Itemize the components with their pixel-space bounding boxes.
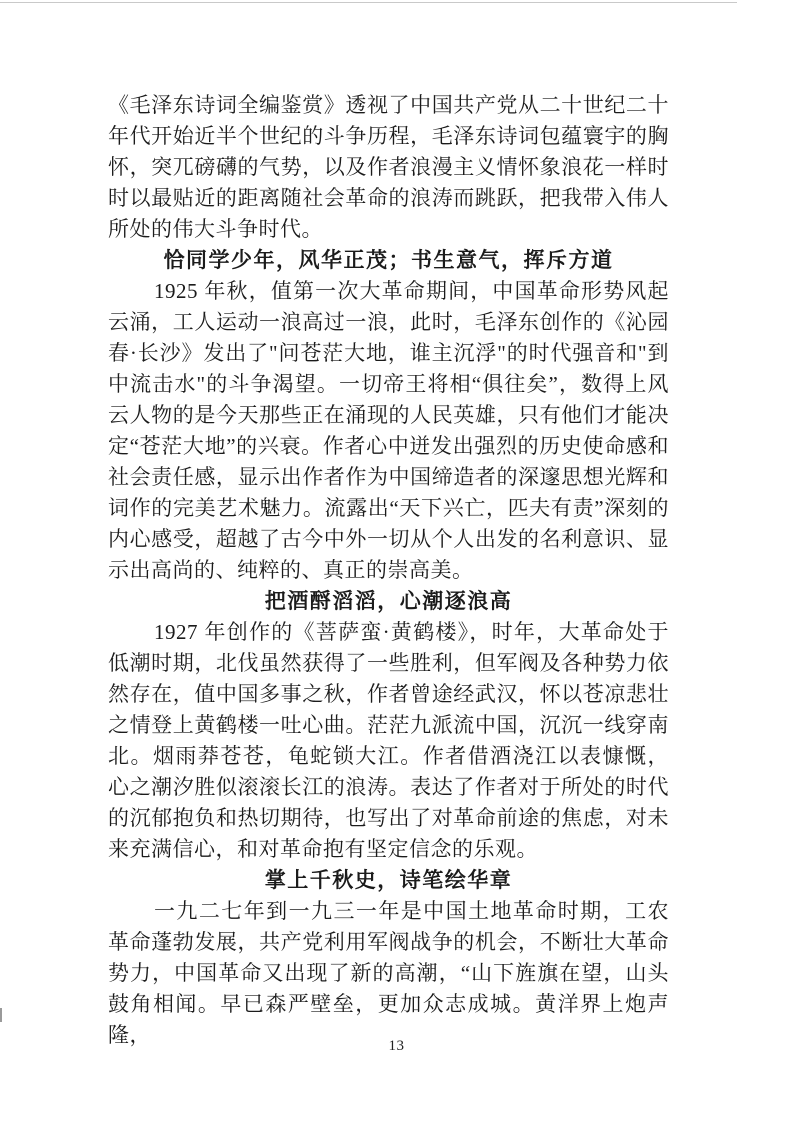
body-paragraph-1925: 1925 年秋，值第一次大革命期间，中国革命形势风起云涌，工人运动一浪高过一浪，此时，毛泽东创作的《沁园春·长沙》发出了"问苍茫大地，谁主沉浮"的时代强音和"到中流击水"的斗争渴望。一切帝王将相“俱往矣”，数得上风云人物的是今天那些正在涌现的人民英雄，只有他们才能决定“苍茫大地”的兴衰。作者心中迸发出强烈的历史使命感和社会责任感，显示出作者作为中国缔造者的深邃思想光辉和词作的完美艺术魅力。流露出“天下兴亡，匹夫有责”深刻的内心感受，超越了古今中外一切从个人出发的名利意识、显示出高尚的、纯粹的、真正的崇高美。 xyxy=(108,279,669,582)
document-body xyxy=(108,90,669,1051)
scan-artifact-top-line xyxy=(0,2,737,3)
page-number: 13 xyxy=(388,1038,405,1054)
scan-artifact-left-tick xyxy=(0,1008,2,1022)
body-paragraph-1927: 1927 年创作的《菩萨蛮·黄鹤楼》，时年，大革命处于低潮时期，北伐虽然获得了一些胜利，但军阀及各种势力依然存在，值中国多事之秋，作者曾途经武汉，怀以苍凉悲壮之情登上黄鹤楼一吐心曲。茫茫九派流中国，沉沉一线穿南北。烟雨莽苍苍，龟蛇锁大江。作者借酒浇江以表慷慨， 心之潮汐胜似滚滚长江的浪涛。表达了作者对于所处的时代的沉郁抱负和热切期待，也写出了对革命前途的焦虑，对未来充满信心，和对革命抱有坚定信念的乐观。 xyxy=(108,620,669,861)
section-heading-2: 把酒酹滔滔，心潮逐浪高 xyxy=(264,589,513,613)
section-heading-1: 恰同学少年，风华正茂；书生意气，挥斥方道 xyxy=(163,248,614,272)
body-paragraph-land-revolution: 一九二七年到一九三一年是中国土地革命时期，工农革命蓬勃发展，共产党利用军阀战争的机会，不断壮大革命势力，中国革命又出现了新的高潮，“山下旌旗在望，山头鼓角相闻。早已森严壁垒，更加众志成城。黄洋界上炮声隆， xyxy=(108,899,669,1047)
section-heading-3: 掌上千秋史，诗笔绘华章 xyxy=(264,868,513,892)
body-paragraph-intro: 《毛泽东诗词全编鉴赏》透视了中国共产党从二十世纪二十年代开始近半个世纪的斗争历程，毛泽东诗词包蕴寰宇的胸怀，突兀磅礴的气势，以及作者浪漫主义情怀象浪花一样时时以最贴近的距离随社会革命的浪涛而跳跃，把我带入伟人所处的伟大斗争时代。 xyxy=(108,93,669,241)
